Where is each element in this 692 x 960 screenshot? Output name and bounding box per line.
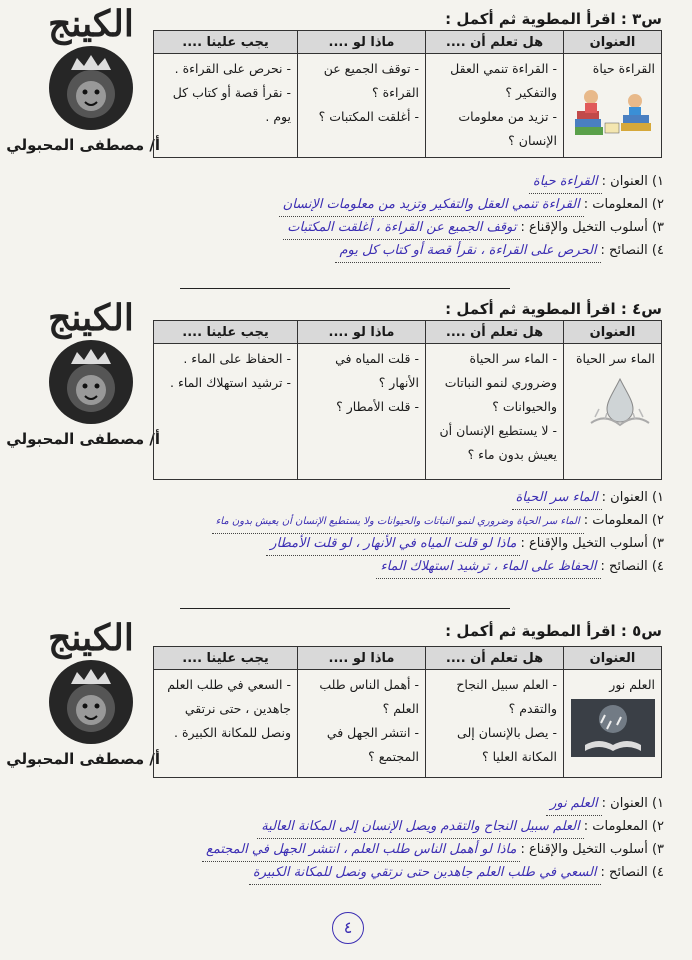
author-name: أ/ مصطفى المحبولي	[6, 750, 160, 768]
header-title: العنوان	[564, 31, 662, 54]
cell-what-if	[298, 670, 426, 778]
pamphlet-title: الماء سر الحياة	[576, 351, 655, 366]
what-if-item: - قلت الأمطار ؟	[336, 399, 419, 414]
cell-did-you-know	[426, 670, 564, 778]
answer-value[interactable]: الماء سر الحياة وضروري لنمو النباتات والحيوانات ولا يستطيع الإنسان أن يعيش بدون ماء	[212, 510, 584, 534]
question-3-section	[0, 0, 692, 290]
answers-block	[24, 792, 664, 884]
pamphlet-title: العلم نور	[609, 677, 655, 692]
did-you-know-item: - يصل بالإنسان إلى المكانة العليا ؟	[457, 725, 557, 764]
header-did-you-know: هل تعلم أن ....	[426, 647, 564, 670]
header-did-you-know: هل تعلم أن ....	[426, 321, 564, 344]
header-what-if: ماذا لو ....	[298, 647, 426, 670]
answer-label: ٢) المعلومات :	[583, 513, 664, 528]
did-you-know-item: - لا يستطيع الإنسان أن يعيش بدون ماء ؟	[439, 423, 557, 462]
author-name: أ/ مصطفى المحبولي	[6, 136, 160, 154]
answer-value[interactable]: الحرص على القراءة ، نقرأ قصة أو كتاب كل يوم	[335, 239, 600, 263]
cell-what-if	[298, 344, 426, 480]
what-if-item: - توقف الجميع عن القراءة ؟	[323, 61, 419, 100]
answer-value[interactable]: السعي في طلب العلم جاهدين حتى نرتقي ونصل للمكانة الكبيرة	[249, 861, 601, 885]
section-divider	[180, 608, 510, 609]
pamphlet-title: القراءة حياة	[592, 61, 655, 76]
pamphlet-table	[153, 320, 662, 480]
cell-did-you-know	[426, 54, 564, 158]
cell-we-must	[154, 54, 298, 158]
what-if-item: - أهمل الناس طلب العلم ؟	[319, 677, 419, 716]
cell-we-must	[154, 344, 298, 480]
we-must-item: - نقرأ قصة أو كتاب كل يوم .	[172, 85, 291, 124]
header-title: العنوان	[564, 321, 662, 344]
brand-block	[6, 297, 160, 448]
answer-label: ٣) أسلوب التخيل والإقناع :	[520, 842, 664, 857]
lion-logo-icon	[49, 46, 133, 130]
answer-label: ١) العنوان :	[601, 796, 664, 811]
what-if-item: - أغلقت المكتبات ؟	[318, 109, 419, 124]
answers-block	[24, 486, 664, 578]
answer-value[interactable]: ماذا لو قلت المياه في الأنهار ، لو قلت الأمطار	[266, 532, 520, 556]
header-title: العنوان	[564, 647, 662, 670]
answer-label: ٤) النصائح :	[600, 865, 664, 880]
answer-label: ٣) أسلوب التخيل والإقناع :	[520, 536, 664, 551]
answer-label: ٢) المعلومات :	[583, 197, 664, 212]
reading-kids-illustration	[571, 83, 655, 141]
question-title: س٤ : اقرأ المطوية ثم أكمل :	[445, 300, 662, 318]
answer-row	[24, 555, 664, 578]
what-if-item: - انتشر الجهل في المجتمع ؟	[326, 725, 419, 764]
answer-row	[24, 792, 664, 815]
answer-row	[24, 216, 664, 239]
cell-title	[564, 54, 662, 158]
author-name: أ/ مصطفى المحبولي	[6, 430, 160, 448]
did-you-know-item: - العلم سبيل النجاح والتقدم ؟	[456, 677, 557, 716]
question-title: س٣ : اقرأ المطوية ثم أكمل :	[445, 10, 662, 28]
question-4-section	[0, 296, 692, 606]
did-you-know-item: - تزيد من معلومات الإنسان ؟	[458, 109, 557, 148]
did-you-know-item: - الماء سر الحياة وضروري لنمو النباتات والحيوانات ؟	[444, 351, 557, 414]
water-drop-illustration	[585, 373, 655, 431]
section-divider	[180, 288, 510, 289]
lion-logo-icon	[49, 340, 133, 424]
what-if-item: - قلت المياه في الأنهار ؟	[335, 351, 419, 390]
answer-value[interactable]: القراءة تنمي العقل والتفكير وتزيد من معلومات الإنسان	[279, 193, 584, 217]
header-we-must: يجب علينا ....	[154, 321, 298, 344]
answer-label: ٤) النصائح :	[600, 243, 664, 258]
cell-title	[564, 670, 662, 778]
header-what-if: ماذا لو ....	[298, 31, 426, 54]
answer-label: ٢) المعلومات :	[583, 819, 664, 834]
answer-value[interactable]: القراءة حياة	[529, 170, 602, 194]
cell-did-you-know	[426, 344, 564, 480]
open-book-light-illustration	[571, 699, 655, 757]
answer-row	[24, 532, 664, 555]
answer-row	[24, 193, 664, 216]
lion-logo-icon	[49, 660, 133, 744]
answer-label: ٤) النصائح :	[600, 559, 664, 574]
we-must-item: - نحرص على القراءة .	[174, 61, 291, 76]
answer-value[interactable]: العلم سبيل النجاح والتقدم ويصل الإنسان إلى المكانة العالية	[257, 815, 584, 839]
we-must-item: - ترشيد استهلاك الماء .	[170, 375, 291, 390]
answer-label: ٣) أسلوب التخيل والإقناع :	[520, 220, 664, 235]
answer-label: ١) العنوان :	[601, 490, 664, 505]
header-we-must: يجب علينا ....	[154, 647, 298, 670]
brand-name: الكينج	[48, 3, 134, 45]
answers-block	[24, 170, 664, 262]
header-what-if: ماذا لو ....	[298, 321, 426, 344]
answer-row	[24, 486, 664, 509]
header-we-must: يجب علينا ....	[154, 31, 298, 54]
cell-what-if	[298, 54, 426, 158]
answer-row	[24, 239, 664, 262]
we-must-item: - الحفاظ على الماء .	[183, 351, 291, 366]
answer-row	[24, 509, 664, 532]
answer-row	[24, 861, 664, 884]
answer-value[interactable]: العلم نور	[546, 792, 602, 816]
pamphlet-table	[153, 30, 662, 158]
question-5-section	[0, 616, 692, 906]
answer-row	[24, 838, 664, 861]
brand-block	[6, 3, 160, 154]
header-did-you-know: هل تعلم أن ....	[426, 31, 564, 54]
answer-row	[24, 170, 664, 193]
page-number: ٤	[332, 912, 364, 944]
brand-block	[6, 617, 160, 768]
answer-value[interactable]: توقف الجميع عن القراءة ، أغلقت المكتبات	[283, 216, 520, 240]
question-title: س٥ : اقرأ المطوية ثم أكمل :	[445, 622, 662, 640]
brand-name: الكينج	[48, 617, 134, 659]
we-must-item: - السعي في طلب العلم جاهدين ، حتى نرتقي ونصل للمكانة الكبيرة .	[167, 677, 291, 740]
answer-row	[24, 815, 664, 838]
answer-label: ١) العنوان :	[601, 174, 664, 189]
brand-name: الكينج	[48, 297, 134, 339]
cell-title	[564, 344, 662, 480]
cell-we-must	[154, 670, 298, 778]
did-you-know-item: - القراءة تنمي العقل والتفكير ؟	[450, 61, 557, 100]
answer-value[interactable]: الحفاظ على الماء ، ترشيد استهلاك الماء	[376, 555, 600, 579]
answer-value[interactable]: ماذا لو أهمل الناس طلب العلم ، انتشر الجهل في المجتمع	[202, 838, 521, 862]
pamphlet-table	[153, 646, 662, 778]
answer-value[interactable]: الماء سر الحياة	[512, 486, 602, 510]
